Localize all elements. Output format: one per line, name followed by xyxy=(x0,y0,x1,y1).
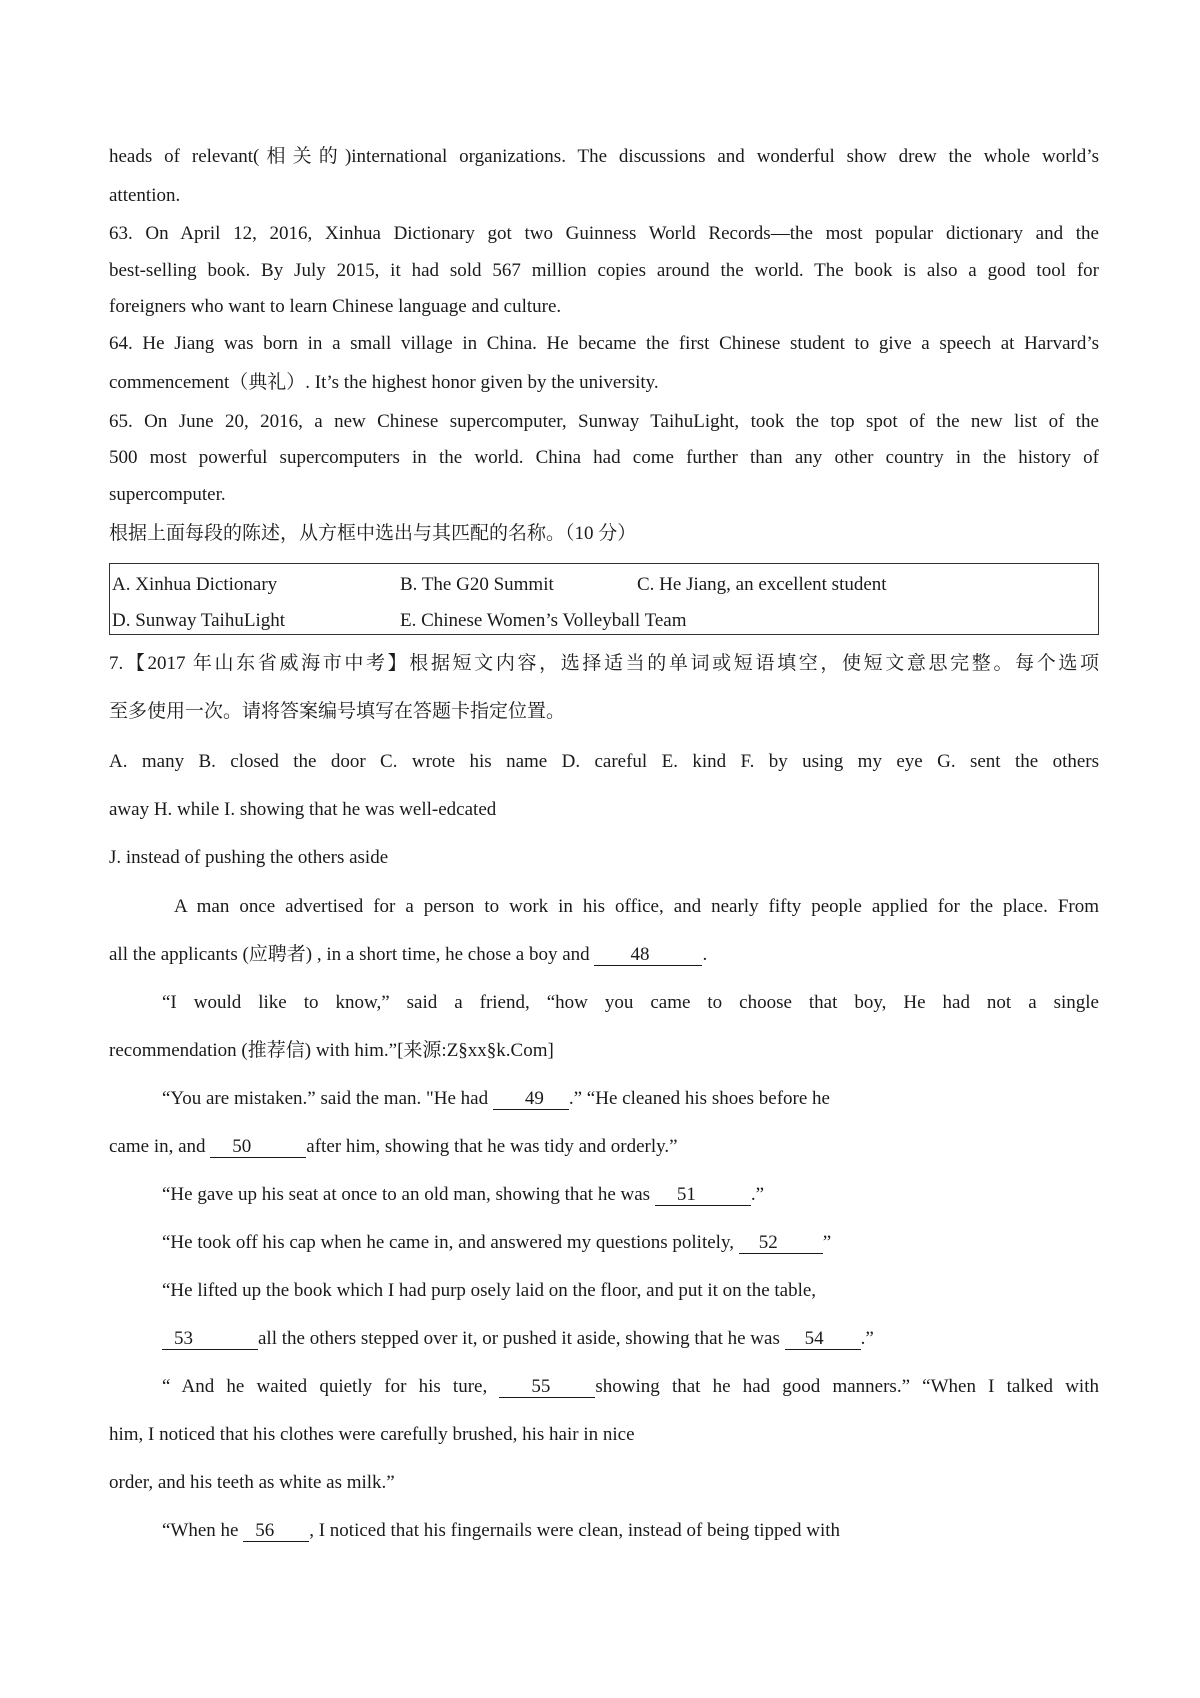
blank-50[interactable]: 50 xyxy=(210,1137,306,1158)
item-65-line: 65. On June 20, 2016, a new Chinese supercomputer, Sunway TaihuLight, took the top spot of the new list of the xyxy=(109,411,1099,432)
story-line: A man once advertised for a person to work in his office, and nearly fifty people applied for the place. From xyxy=(174,896,1099,917)
story-line: him, I noticed that his clothes were carefully brushed, his hair in nice xyxy=(109,1424,635,1445)
item-63-line: 63. On April 12, 2016, Xinhua Dictionary got two Guinness World Records—the most popular dictionary and the xyxy=(109,223,1099,244)
story-line: recommendation (推荐信) with him.”[来源:Z§xx§k.Com] xyxy=(109,1040,554,1061)
passage-line: heads of relevant(相关的)international organizations. The discussions and wonderful show drew the whole world’s xyxy=(109,146,1099,167)
option-e: E. Chinese Women’s Volleyball Team xyxy=(400,610,687,631)
story-line: “ And he waited quietly for his ture, 55 showing that he had good manners.” “When I talked with xyxy=(162,1376,1099,1397)
item-65-line: 500 most powerful supercomputers in the world. China had come further than any other country in the history of xyxy=(109,447,1099,468)
item-63-line: foreigners who want to learn Chinese language and culture. xyxy=(109,296,562,317)
choices-line: away H. while I. showing that he was well-edcated xyxy=(109,799,497,820)
blank-55[interactable]: 55 xyxy=(499,1377,595,1398)
story-line: “He took off his cap when he came in, and answered my questions politely, 52 ” xyxy=(162,1232,832,1253)
story-line: “You are mistaken.” said the man. "He had 49 .” “He cleaned his shoes before he xyxy=(162,1088,830,1109)
option-b: B. The G20 Summit xyxy=(400,574,554,595)
item-63-line: best-selling book. By July 2015, it had sold 567 million copies around the world. The book is also a good tool for xyxy=(109,260,1099,281)
option-d: D. Sunway TaihuLight xyxy=(112,610,286,631)
story-line: “He lifted up the book which I had purp osely laid on the floor, and put it on the table, xyxy=(162,1280,817,1301)
story-line: 53 all the others stepped over it, or pushed it aside, showing that he was 54 .” xyxy=(162,1326,874,1352)
blank-53[interactable]: 53 xyxy=(162,1329,258,1350)
blank-48[interactable]: 48 xyxy=(594,945,702,966)
question-7-header: 7.【2017 年山东省威海市中考】根据短文内容，选择适当的单词或短语填空，使短文意思完整。每个选项 xyxy=(109,653,1099,674)
blank-51[interactable]: 51 xyxy=(655,1185,751,1206)
story-line: order, and his teeth as white as milk.” xyxy=(109,1472,395,1493)
story-line: all the applicants (应聘者) , in a short time, he chose a boy and 48 . xyxy=(109,944,708,965)
instruction: 根据上面每段的陈述，从方框中选出与其匹配的名称。（10 分） xyxy=(109,523,637,544)
story-line: “I would like to know,” said a friend, “how you came to choose that boy, He had not a single xyxy=(162,992,1099,1013)
blank-56[interactable]: 56 xyxy=(243,1521,309,1542)
blank-52[interactable]: 52 xyxy=(739,1233,823,1254)
blank-54[interactable]: 54 xyxy=(785,1329,861,1350)
story-line: came in, and 50 after him, showing that he was tidy and orderly.” xyxy=(109,1136,678,1157)
story-line: “He gave up his seat at once to an old man, showing that he was 51 .” xyxy=(162,1184,764,1205)
blank-49[interactable]: 49 xyxy=(493,1089,569,1110)
option-c: C. He Jiang, an excellent student xyxy=(637,574,887,595)
options-box xyxy=(109,563,1099,635)
choices-line: A. many B. closed the door C. wrote his name D. careful E. kind F. by using my eye G. sent the others xyxy=(109,751,1099,772)
passage-line: attention. xyxy=(109,185,181,206)
item-64-line: commencement（典礼）. It’s the highest honor given by the university. xyxy=(109,372,659,393)
item-64-line: 64. He Jiang was born in a small village in China. He became the first Chinese student to give a speech at Harvard’s xyxy=(109,333,1099,354)
option-a: A. Xinhua Dictionary xyxy=(112,574,278,595)
choices-line: J. instead of pushing the others aside xyxy=(109,847,389,868)
item-65-line: supercomputer. xyxy=(109,484,226,505)
story-line: “When he 56 , I noticed that his fingernails were clean, instead of being tipped with xyxy=(162,1520,841,1541)
question-7-header: 至多使用一次。请将答案编号填写在答题卡指定位置。 xyxy=(109,701,566,722)
